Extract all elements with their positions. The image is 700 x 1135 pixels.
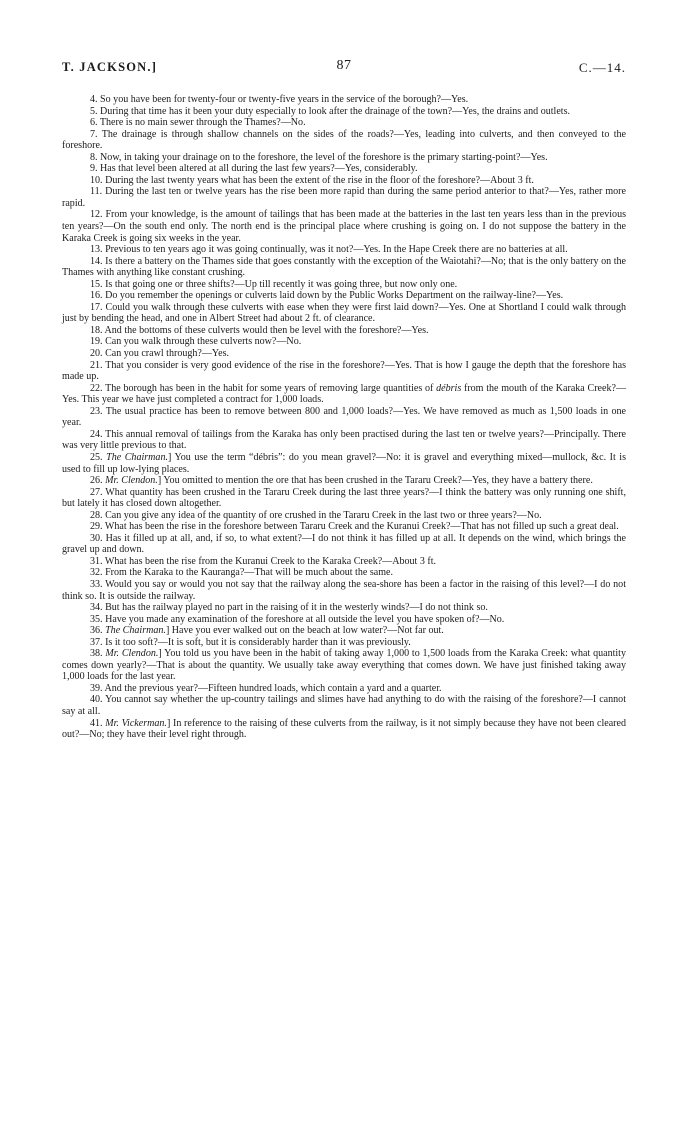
evidence-text xyxy=(62,94,626,741)
question-8: 8. Now, in taking your drainage on to the foreshore, the level of the foreshore is the primary starting-point?—Yes. xyxy=(90,151,548,163)
question-22-italic-term: débris xyxy=(436,382,462,394)
question-38-speaker: Mr. Clendon. xyxy=(105,648,159,660)
question-22-text-end: from the mouth of the Karaka Creek?—Yes. This year we have just completed a contract for 1,000 loads. xyxy=(62,382,627,406)
question-25-number: 25. xyxy=(90,451,107,463)
question-16: 16. Do you remember the openings or culverts laid down by the Public Works Department on the railway-line?—Yes. xyxy=(90,290,564,302)
question-31: 31. What has been the rise from the Kuranui Creek to the Karaka Creek?—About 3 ft. xyxy=(90,555,437,567)
question-27: 27. What quantity has been crushed in the Tararu Creek during the last three years?—I think the battery was only running one shift, but lately it has closed down altogether. xyxy=(62,486,626,510)
question-25-text: ] You use the term “débris”: do you mean gravel?—No: it is gravel and everything mixed—mullock, &c. It is used to fill up low-lying places. xyxy=(62,451,627,475)
question-41-number: 41. xyxy=(90,717,106,729)
question-21: 21. That you consider is very good evidence of the rise in the foreshore?—Yes. That is how I gauge the depth that the foreshore has made up. xyxy=(62,359,626,383)
question-38 xyxy=(62,648,626,683)
question-15: 15. Is that going one or three shifts?—Up till recently it was going three, but now only one. xyxy=(90,278,458,290)
question-36 xyxy=(62,625,626,637)
question-22-text: 22. The borough has been in the habit for some years of removing large quantities of xyxy=(90,382,437,394)
question-41 xyxy=(62,718,626,741)
question-36-text: ] Have you ever walked out on the beach at low water?—Not far out. xyxy=(165,625,444,637)
question-28: 28. Can you give any idea of the quantity of ore crushed in the Tararu Creek in the last two or three years?—No. xyxy=(90,509,542,521)
question-36-number: 36. xyxy=(90,625,106,637)
question-39: 39. And the previous year?—Fifteen hundred loads, which contain a yard and a quarter. xyxy=(90,682,442,694)
question-29: 29. What has been the rise in the foreshore between Tararu Creek and the Kuranui Creek?—That has not filled up such a great deal. xyxy=(90,521,619,533)
question-11: 11. During the last ten or twelve years has the rise been more rapid than during the same period anterior to that?—Yes, rather more rapid. xyxy=(62,186,626,209)
question-12: 12. From your knowledge, is the amount of tailings that has been made at the batteries in the last ten years less than in the previous ten years?—On the south end only. The north end is the principal place where crushing is going on. I do not suppose the battery in the Karaka Creek is going six weeks in the year. xyxy=(62,209,626,244)
witness-name: T. JACKSON.] xyxy=(62,60,158,74)
page-header xyxy=(62,60,626,76)
question-25 xyxy=(62,452,626,475)
question-19: 19. Can you walk through these culverts now?—No. xyxy=(90,336,302,348)
question-33: 33. Would you say or would you not say that the railway along the sea-shore has been a factor in the raising of this level?—I do not think so. It is outside the railway. xyxy=(62,578,626,602)
question-10: 10. During the last twenty years what has been the extent of the rise in the floor of the foreshore?—About 3 ft. xyxy=(90,174,534,186)
question-38-text: ] You told us you have been in the habit of taking away 1,000 to 1,500 loads from the Karaka Creek: what quantity comes down yearly?—That is about the quantity. We usually take away everything that comes down. We have just finished taking away 1,000 loads for the last year. xyxy=(62,648,626,683)
page-number: 87 xyxy=(336,58,352,73)
question-13: 13. Previous to ten years ago it was going continually, was it not?—Yes. In the Hape Creek there are no batteries at all. xyxy=(90,244,568,256)
question-35: 35. Have you made any examination of the foreshore at all outside the level you have spoken of?—No. xyxy=(90,613,505,625)
question-38-number: 38. xyxy=(90,648,106,660)
question-37: 37. Is it too soft?—It is soft, but it is considerably harder than it was previously. xyxy=(90,636,411,648)
question-26-text: ] You omitted to mention the ore that has been crushed in the Tararu Creek?—Yes, they have a battery there. xyxy=(157,475,593,487)
question-6: 6. There is no main sewer through the Thames?—No. xyxy=(90,117,306,129)
question-24: 24. This annual removal of tailings from the Karaka has only been practised during the last ten or twelve years?—Principally. There was very little previous to that. xyxy=(62,428,626,452)
paper-reference: C.—14. xyxy=(578,60,626,75)
question-30: 30. Has it filled up at all, and, if so, to what extent?—I do not think it has filled up at all. It depends on the wind, which brings the gravel up and down. xyxy=(62,532,626,556)
question-14: 14. Is there a battery on the Thames side that goes constantly with the exception of the Waiotahi?—No; that is the only battery on the Thames with anything like constant crushing. xyxy=(62,255,626,279)
question-18: 18. And the bottoms of these culverts would then be level with the foreshore?—Yes. xyxy=(90,324,429,336)
question-25-speaker: The Chairman. xyxy=(106,451,168,463)
question-32: 32. From the Karaka to the Kauranga?—That will be much about the same. xyxy=(90,567,393,579)
question-36-speaker: The Chairman. xyxy=(105,625,166,637)
question-20: 20. Can you crawl through?—Yes. xyxy=(90,348,230,360)
question-34: 34. But has the railway played no part in the raising of it in the westerly winds?—I do not think so. xyxy=(90,602,488,614)
question-26 xyxy=(62,475,626,487)
question-22 xyxy=(62,383,626,406)
question-9: 9. Has that level been altered at all during the last few years?—Yes, considerably. xyxy=(90,163,418,175)
question-26-speaker: Mr. Clendon. xyxy=(105,475,158,487)
question-7: 7. The drainage is through shallow channels on the sides of the roads?—Yes, leading into culverts, and then conveyed to the foreshore. xyxy=(62,128,626,152)
question-5: 5. During that time has it been your duty especially to look after the drainage of the town?—Yes, the drains and outlets. xyxy=(90,105,570,117)
question-4: 4. So you have been for twenty-four or twenty-five years in the service of the borough?—Yes. xyxy=(90,94,469,105)
question-40: 40. You cannot say whether the up-country tailings and slimes have had anything to do with the raising of the foreshore?—I cannot say at all. xyxy=(62,694,626,717)
question-41-speaker: Mr. Vickerman. xyxy=(105,717,167,729)
question-41-text: ] In reference to the raising of these culverts from the railway, is it not simply because they have not been cleared out?—No; they have their level right through. xyxy=(62,717,626,741)
question-23: 23. The usual practice has been to remove between 800 and 1,000 loads?—Yes. We have removed as much as 1,500 loads in one year. xyxy=(62,405,626,429)
question-17: 17. Could you walk through these culverts with ease when they were first laid down?—Yes. One at Shortland I could walk through just by bending the head, and one in Albert Street had about 2 ft. of clearance. xyxy=(62,301,626,325)
question-26-number: 26. xyxy=(90,475,106,487)
